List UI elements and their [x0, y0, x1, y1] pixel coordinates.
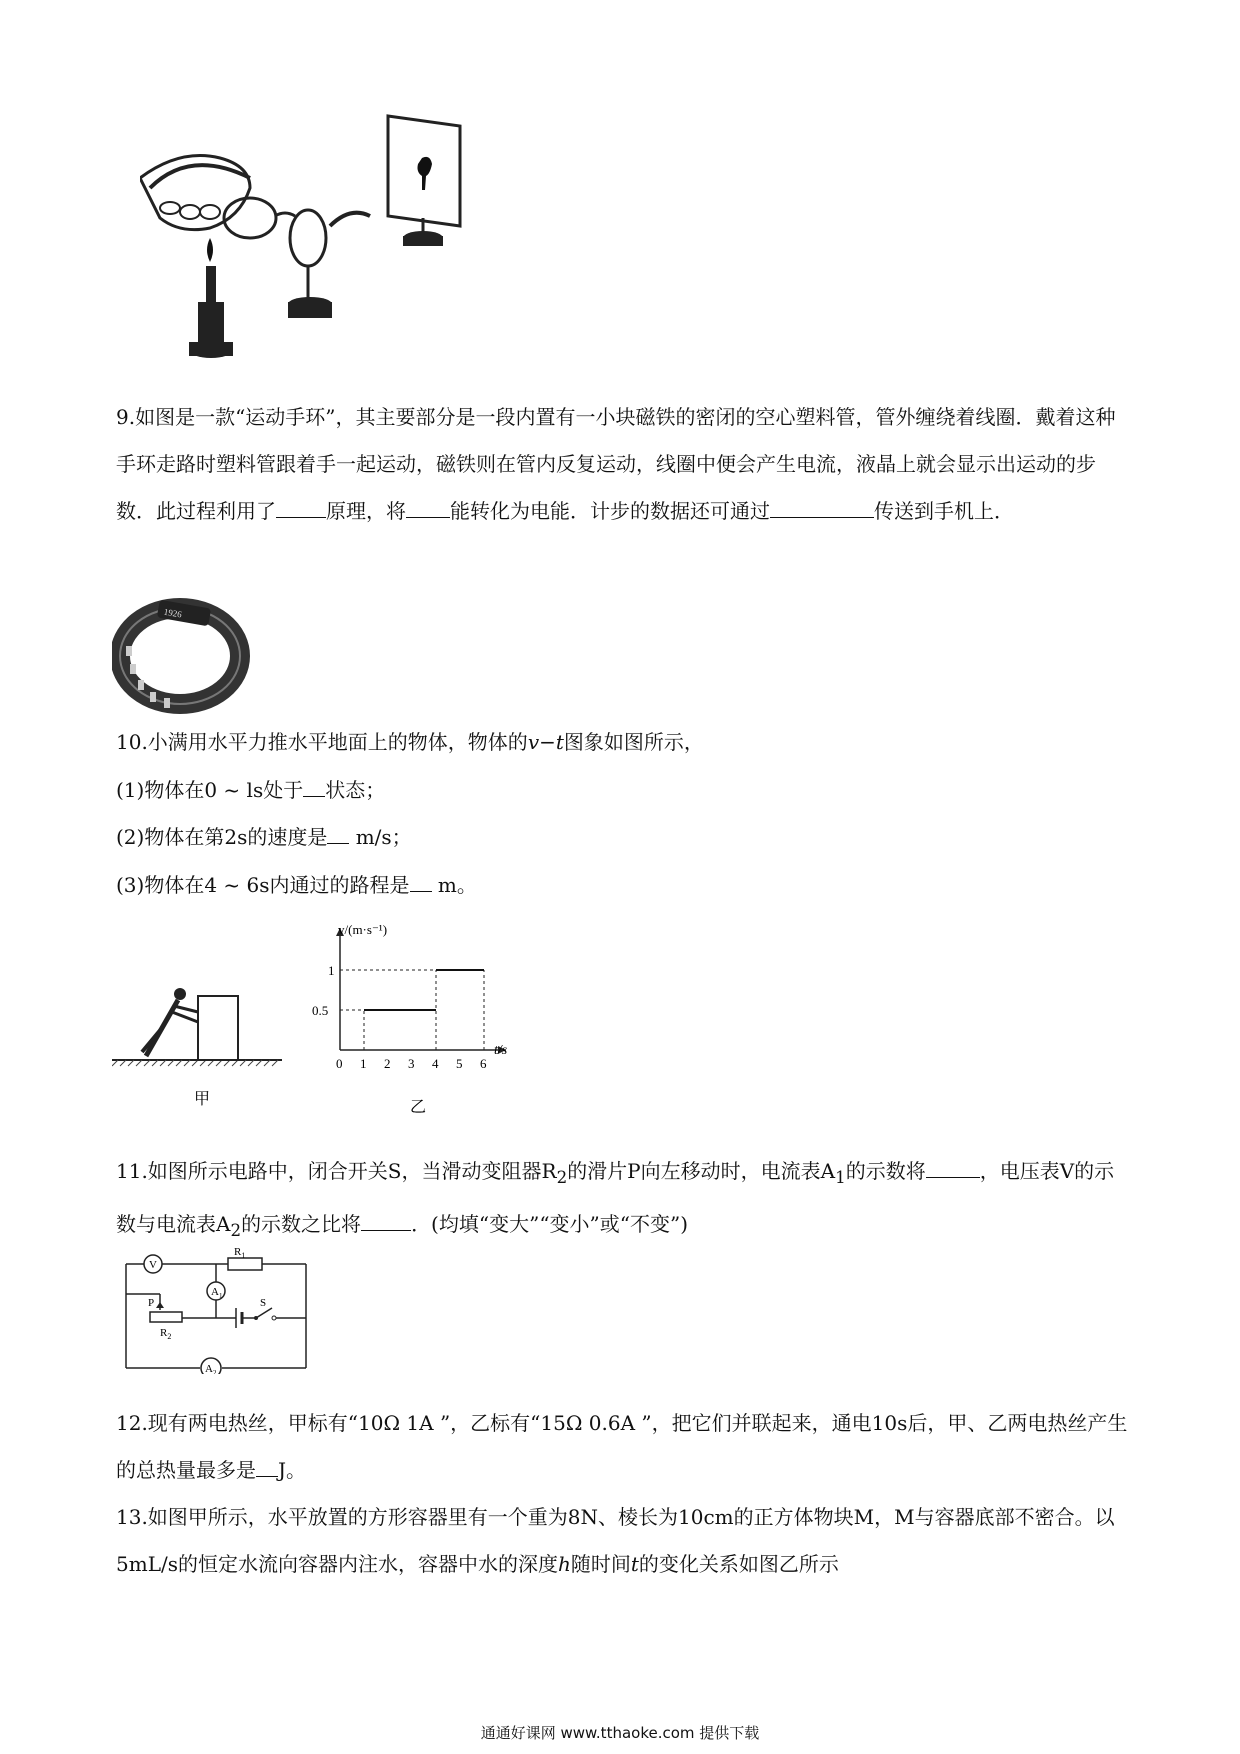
x-tick-label: 3: [408, 1056, 415, 1071]
a1-label: $A_1$: [211, 1286, 223, 1300]
x-tick-label: 6: [480, 1056, 487, 1071]
question-10-part-3: (3)物体在4 ~ 6s内通过的路程是 m。: [116, 869, 477, 900]
switch-s-label: S: [260, 1297, 267, 1309]
page-footer: 通通好课网 www.tthaoke.com 提供下载: [480, 1724, 760, 1742]
y-tick-label: 1: [328, 963, 335, 978]
y-tick-label: 0.5: [312, 1003, 329, 1018]
x-tick-label: 4: [432, 1056, 439, 1071]
a2-label: $A_2$: [205, 1363, 217, 1374]
graph-axes: [312, 928, 506, 1071]
fitness-band-figure: [112, 590, 252, 720]
graph-marks: [340, 970, 484, 1050]
question-10-part-1: (1)物体在0 ~ ls处于 状态；: [116, 774, 385, 805]
velocity-time-graph: [300, 920, 530, 1120]
voltmeter-label: V: [149, 1259, 157, 1271]
graph-x-label: t/s: [494, 1043, 508, 1058]
r2-label: $R_2$: [160, 1327, 172, 1341]
question-10-intro: 10.小满用水平力推水平地面上的物体，物体的v−t图象如图所示，: [116, 730, 704, 754]
band-display-text: 1926: [163, 606, 183, 620]
question-13: 13.如图甲所示，水平放置的方形容器里有一个重为8N、棱长为10cm的正方体物块M，M与容器底部不密合。以5mL/s的恒定水流向容器内注水，容器中水的深度h随时间t的变化关系如图乙所示: [116, 1505, 1115, 1576]
question-12: 12.现有两电热丝，甲标有“10Ω 1A ”，乙标有“15Ω 0.6A ”，把它们并联起来，通电10s后，甲、乙两电热丝产生的总热量最多是 J。: [116, 1411, 1128, 1482]
question-10-part-2: (2)物体在第2s的速度是 m/s；: [116, 821, 412, 852]
r1-label: $R_1$: [234, 1246, 246, 1260]
figure-label-jia: 甲: [194, 1091, 211, 1108]
graph-y-label: v/(m·s⁻¹): [338, 922, 388, 937]
slider-p-label: P: [148, 1297, 155, 1309]
question-11: 11.如图所示电路中，闭合开关S，当滑动变阻器$R_2$的滑片P向左移动时，电流表$A_1$的示数将 ，电压表V的示数与电流表$A_2$的示数之比将 ．(均填“变大”“变小”或“不变”): [116, 1148, 1132, 1254]
x-tick-label: 2: [384, 1056, 391, 1071]
x-tick-label: 5: [456, 1056, 463, 1071]
circuit-diagram: [116, 1244, 316, 1374]
figure-label-yi: 乙: [410, 1099, 427, 1116]
x-tick-label: 0: [336, 1056, 343, 1071]
x-tick-label: 1: [360, 1056, 367, 1071]
question-9: 9.如图是一款“运动手环”，其主要部分是一段内置有一小块磁铁的密闭的空心塑料管，管外缠绕着线圈．戴着这种手环走路时塑料管跟着手一起运动，磁铁则在管内反复运动，线圈中便会产生电流，液晶上就会显示出运动的步数．此过程利用了 原理，将 能转化为电能．计步的数据还可通过 传送到手机上．: [116, 405, 1116, 523]
optics-experiment-figure: [140, 108, 480, 378]
pushing-box-figure: [112, 960, 292, 1120]
